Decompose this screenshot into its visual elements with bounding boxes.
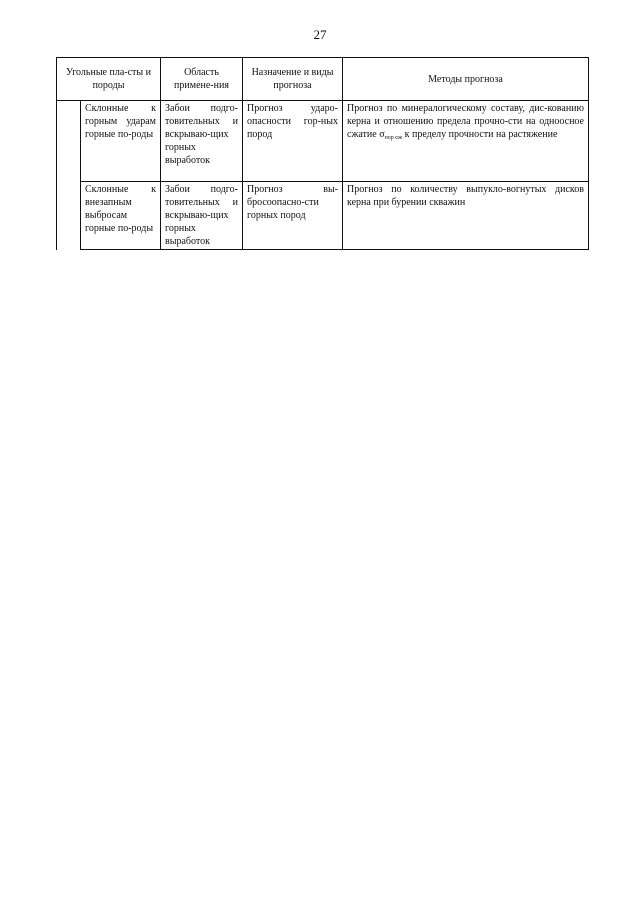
area-cell: Забои подго-товительных и вскрываю-щих горных выработок [161, 101, 243, 182]
purpose-cell: Прогноз ударо-опасности гор-ных пород [243, 101, 343, 182]
methods-cell: Прогноз по количеству выпукло-вогнутых дисков керна при бурении скважин [343, 182, 589, 250]
methods-text-part2: к пределу прочности на растяжение [402, 129, 558, 140]
header-methods: Методы прогноза [343, 58, 589, 101]
methods-subscript: пор еж [384, 135, 403, 141]
header-coal-seams: Угольные пла-сты и породы [57, 58, 161, 101]
methods-text-part1: Прогноз по минералогическому составу, дис-кованию керна и отношению предела прочно-сти на одноосное сжатие σ [347, 103, 584, 140]
blank-indent-cell [57, 101, 81, 250]
table-row [57, 182, 589, 250]
header-application-area: Область примене-ния [161, 58, 243, 101]
table-row [57, 101, 589, 182]
rock-type-cell: Склонные к горным ударам горные по-роды [81, 101, 161, 182]
page-number: 27 [313, 27, 327, 42]
header-purpose: Назначение и виды прогноза [243, 58, 343, 101]
area-cell: Забои подго-товительных и вскрываю-щих горных выработок [161, 182, 243, 250]
purpose-cell: Прогноз вы-бросоопасно-сти горных пород [243, 182, 343, 250]
methods-cell [343, 101, 589, 182]
rock-type-cell: Склонные к внезапным выбросам горные по-роды [81, 182, 161, 250]
forecast-table [56, 57, 589, 250]
table-header-row [57, 58, 589, 101]
